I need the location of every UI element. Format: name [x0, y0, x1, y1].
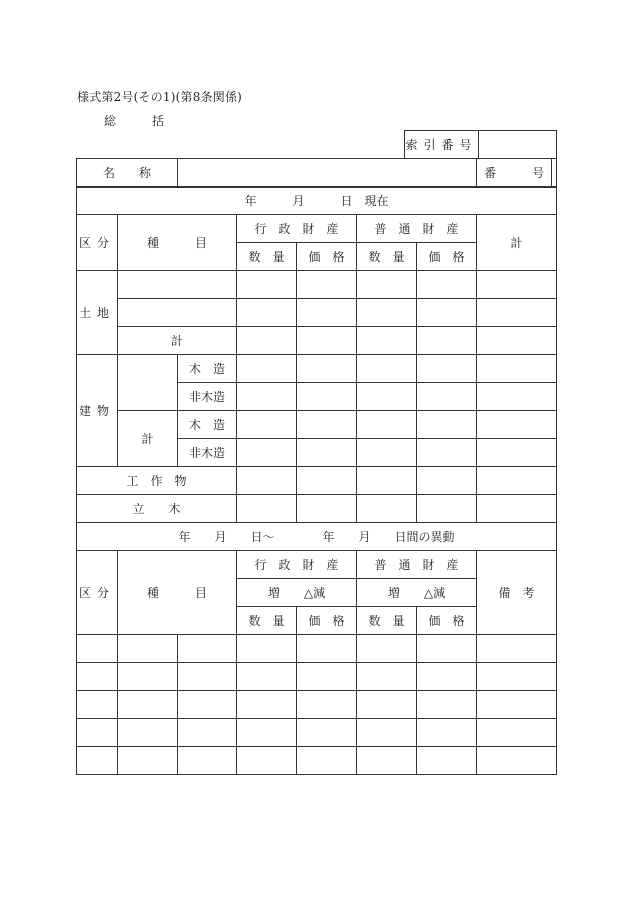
land-label: 土地 — [77, 271, 118, 355]
standing-trees-label: 立 木 — [77, 495, 237, 523]
cell[interactable] — [297, 355, 357, 383]
cell[interactable] — [297, 719, 357, 747]
cell[interactable] — [237, 495, 297, 523]
cell[interactable] — [477, 327, 557, 355]
period-header: 年 月 日〜 年 月 日間の異動 — [77, 523, 557, 551]
cell[interactable] — [297, 635, 357, 663]
cell[interactable] — [477, 635, 557, 663]
cell[interactable] — [477, 355, 557, 383]
cell[interactable] — [77, 663, 118, 691]
cell[interactable] — [178, 691, 237, 719]
cell[interactable] — [77, 635, 118, 663]
cell[interactable] — [178, 663, 237, 691]
futsu-header-2: 普 通 財 産 — [357, 551, 477, 579]
cell[interactable] — [297, 383, 357, 411]
cell[interactable] — [417, 719, 477, 747]
remarks-header: 備 考 — [477, 551, 557, 635]
cell[interactable] — [237, 663, 297, 691]
cell[interactable] — [477, 271, 557, 299]
cell[interactable] — [417, 439, 477, 467]
non-wooden-label: 非木造 — [178, 439, 237, 467]
cell[interactable] — [237, 467, 297, 495]
table-row — [77, 663, 557, 691]
total-header: 計 — [477, 215, 557, 271]
cell[interactable] — [357, 747, 417, 775]
cell[interactable] — [297, 439, 357, 467]
cell[interactable] — [118, 663, 178, 691]
cell[interactable] — [178, 719, 237, 747]
name-label: 名 称 — [77, 159, 178, 188]
price-header-2: 価 格 — [297, 607, 357, 635]
cell[interactable] — [417, 691, 477, 719]
cell[interactable] — [357, 663, 417, 691]
cell[interactable] — [237, 747, 297, 775]
summary-table — [76, 158, 557, 188]
gyosei-header-2: 行 政 財 産 — [237, 551, 357, 579]
cell[interactable] — [417, 467, 477, 495]
number-label: 番 号 — [477, 159, 552, 187]
cell[interactable] — [357, 327, 417, 355]
cell[interactable] — [77, 747, 118, 775]
cell[interactable] — [237, 691, 297, 719]
cell[interactable] — [297, 467, 357, 495]
wooden-label: 木 造 — [178, 355, 237, 383]
cell[interactable] — [297, 691, 357, 719]
cell[interactable] — [417, 299, 477, 327]
cell[interactable] — [417, 355, 477, 383]
qty-header-2: 数 量 — [357, 607, 417, 635]
as-of-date: 年 月 日 現在 — [77, 187, 557, 215]
cell[interactable] — [357, 383, 417, 411]
index-number-label: 索引番号 — [405, 131, 479, 159]
form-number: 様式第2号(その1)(第8条関係) — [77, 90, 243, 104]
cell[interactable] — [237, 271, 297, 299]
cell[interactable] — [477, 719, 557, 747]
cell[interactable] — [237, 383, 297, 411]
name-cell[interactable] — [178, 159, 477, 188]
structures-label: 工 作 物 — [77, 467, 237, 495]
cell[interactable] — [417, 635, 477, 663]
cell[interactable] — [118, 691, 178, 719]
inc-dec-label: 増 △減 — [237, 579, 357, 607]
index-number-cell[interactable] — [479, 131, 557, 159]
cell[interactable] — [417, 663, 477, 691]
qty-header: 数 量 — [237, 243, 297, 271]
cell[interactable] — [357, 719, 417, 747]
cell[interactable] — [237, 299, 297, 327]
asset-table — [76, 186, 557, 775]
kubun-header: 区分 — [77, 215, 118, 271]
price-header-2: 価 格 — [417, 607, 477, 635]
cell[interactable] — [297, 327, 357, 355]
qty-header: 数 量 — [357, 243, 417, 271]
building-type-cell[interactable] — [118, 355, 178, 411]
shumoku-header: 種 目 — [118, 215, 237, 271]
cell[interactable] — [237, 439, 297, 467]
cell[interactable] — [297, 411, 357, 439]
cell[interactable] — [178, 635, 237, 663]
cell[interactable] — [477, 495, 557, 523]
cell[interactable] — [477, 691, 557, 719]
table-row — [77, 635, 557, 663]
table-row — [77, 747, 557, 775]
cell[interactable] — [118, 719, 178, 747]
cell[interactable] — [417, 271, 477, 299]
kubun-header-2: 区分 — [77, 551, 118, 635]
table-row — [77, 691, 557, 719]
cell[interactable] — [417, 495, 477, 523]
cell[interactable] — [477, 467, 557, 495]
futsu-header: 普 通 財 産 — [357, 215, 477, 243]
cell[interactable] — [118, 635, 178, 663]
cell[interactable] — [357, 355, 417, 383]
cell[interactable] — [297, 747, 357, 775]
cell[interactable] — [297, 271, 357, 299]
cell[interactable] — [477, 383, 557, 411]
cell[interactable] — [118, 747, 178, 775]
table-row — [77, 719, 557, 747]
cell[interactable] — [237, 719, 297, 747]
cell[interactable] — [237, 635, 297, 663]
cell[interactable] — [297, 299, 357, 327]
cell[interactable] — [77, 691, 118, 719]
cell[interactable] — [477, 411, 557, 439]
cell[interactable] — [357, 439, 417, 467]
cell[interactable] — [417, 327, 477, 355]
number-cell[interactable] — [552, 159, 556, 187]
number-block — [477, 159, 557, 188]
cell[interactable] — [357, 635, 417, 663]
wooden-label: 木 造 — [178, 411, 237, 439]
cell[interactable] — [357, 495, 417, 523]
cell[interactable] — [357, 299, 417, 327]
cell[interactable] — [297, 495, 357, 523]
shumoku-header-2: 種 目 — [118, 551, 237, 635]
inc-dec-label: 増 △減 — [357, 579, 477, 607]
cell[interactable] — [417, 747, 477, 775]
building-total-label: 計 — [118, 411, 178, 467]
cell[interactable] — [178, 747, 237, 775]
cell[interactable] — [357, 271, 417, 299]
gyosei-header: 行 政 財 産 — [237, 215, 357, 243]
cell[interactable] — [477, 299, 557, 327]
cell[interactable] — [417, 383, 477, 411]
cell[interactable] — [237, 411, 297, 439]
cell[interactable] — [357, 691, 417, 719]
building-label: 建物 — [77, 355, 118, 467]
cell[interactable] — [237, 355, 297, 383]
cell[interactable] — [237, 327, 297, 355]
price-header: 価 格 — [417, 243, 477, 271]
index-number-table — [404, 130, 557, 159]
non-wooden-label: 非木造 — [178, 383, 237, 411]
land-total-label: 計 — [118, 327, 237, 355]
cell[interactable] — [357, 467, 417, 495]
cell[interactable] — [77, 719, 118, 747]
qty-header-2: 数 量 — [237, 607, 297, 635]
price-header: 価 格 — [297, 243, 357, 271]
cell[interactable] — [477, 439, 557, 467]
cell[interactable] — [357, 411, 417, 439]
cell[interactable] — [477, 747, 557, 775]
cell[interactable] — [297, 663, 357, 691]
land-type-cell[interactable] — [118, 299, 237, 327]
cell[interactable] — [417, 411, 477, 439]
form-title: 総 括 — [104, 114, 177, 128]
land-type-cell[interactable] — [118, 271, 237, 299]
cell[interactable] — [477, 663, 557, 691]
